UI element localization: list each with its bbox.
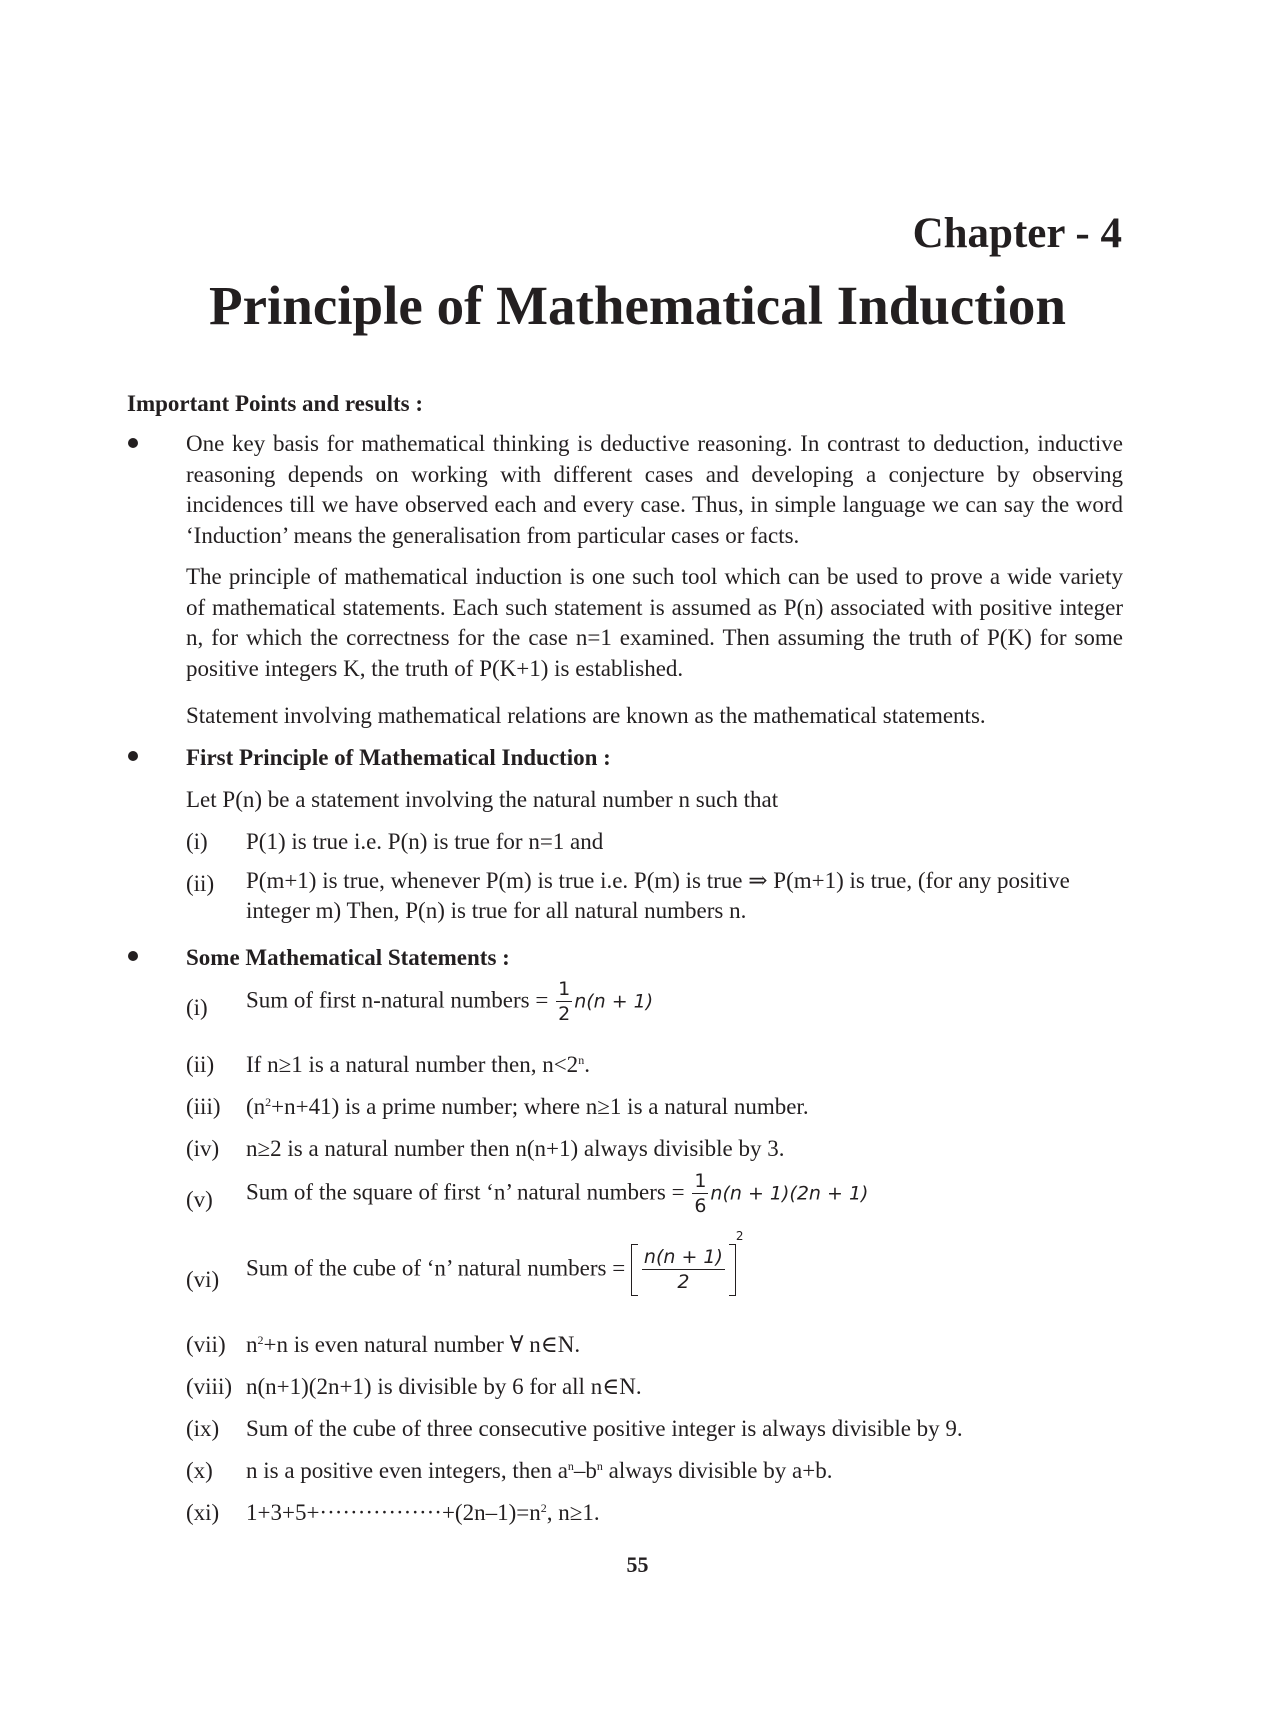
item-number: (x): [186, 1458, 213, 1483]
item-number: (v): [186, 1187, 213, 1212]
first-principle-heading: First Principle of Mathematical Induction :: [186, 745, 611, 770]
item-text: [246, 1229, 744, 1296]
statement-text: 1+3+5+················+(2n–1)=n: [246, 1500, 541, 1525]
item-number: (i): [186, 829, 208, 854]
statement-text: –b: [573, 1458, 597, 1483]
item-text: [246, 1095, 809, 1118]
item-number: (ii): [186, 871, 215, 896]
statement-text: +n is even natural number ∀ n∈N.: [263, 1332, 581, 1357]
item-text: P(m+1) is true, whenever P(m) is true i.e. P(m) is true ⇒ P(m+1) is true, (for any positive integer m) Then, P(n) is true for all natural numbers n.: [246, 868, 1070, 923]
statement-text: , n≥1.: [546, 1500, 600, 1525]
item-number: (viii): [186, 1374, 232, 1399]
fraction-denominator: 2: [677, 1271, 690, 1293]
item-text: n(n+1)(2n+1) is divisible by 6 for all n∈N.: [246, 1374, 642, 1399]
item-text: [246, 1333, 580, 1356]
superscript: 2: [735, 1229, 744, 1243]
bullet-icon: [128, 751, 138, 761]
fraction-denominator: 2: [558, 1003, 571, 1025]
item-text: [246, 1053, 590, 1076]
bracket-expression: [631, 1244, 736, 1296]
section-heading: Important Points and results :: [127, 391, 424, 416]
fraction: [692, 1172, 708, 1216]
intro-paragraph-3: Statement involving mathematical relations are known as the mathematical statements.: [186, 703, 986, 728]
first-principle-lead: Let P(n) be a statement involving the natural number n such that: [186, 787, 779, 812]
item-text: [246, 1172, 868, 1216]
bullet-icon: [128, 951, 138, 961]
item-number: (iii): [186, 1094, 221, 1119]
bullet-icon: [128, 438, 138, 448]
intro-paragraph-1: One key basis for mathematical thinking is deductive reasoning. In contrast to deduction, inductive reasoning depends on working with different cases and developing a conjecture by observing incidences till we have observed each and every case. Thus, in simple language we can say the word ‘Induction’ means the generalisation from particular cases or facts.: [186, 431, 1123, 548]
intro-paragraph-2: The principle of mathematical induction is one such tool which can be used to prove a wide variety of mathematical statements. Each such statement is assumed as P(n) associated with positive integer n, for which the correctness for the case n=1 examined. Then assuming the truth of P(K) for some positive integers K, the truth of P(K+1) is established.: [186, 564, 1123, 681]
math-expression: n(n + 1): [574, 990, 654, 1013]
statement-text: If n≥1 is a natural number then, n<2: [246, 1052, 579, 1077]
fraction-denominator: 6: [694, 1195, 707, 1217]
statement-text: Sum of the square of first ‘n’ natural numbers =: [246, 1179, 691, 1205]
math-expression: n(n + 1)(2n + 1): [710, 1182, 869, 1205]
superscript: 2: [265, 1095, 272, 1109]
statement-text: (n: [246, 1094, 266, 1119]
item-number: (vii): [186, 1332, 226, 1357]
superscript: 2: [257, 1333, 264, 1347]
item-text: [246, 1501, 600, 1524]
statement-text: Sum of the cube of ‘n’ natural numbers =: [246, 1255, 631, 1281]
superscript: n: [596, 1459, 603, 1473]
fraction: [642, 1248, 725, 1292]
item-text: n≥2 is a natural number then n(n+1) always divisible by 3.: [246, 1136, 785, 1161]
item-text: P(1) is true i.e. P(n) is true for n=1 and: [246, 829, 604, 854]
statement-text: n is a positive even integers, then a: [246, 1458, 568, 1483]
statements-heading: Some Mathematical Statements :: [186, 945, 510, 970]
item-text: [246, 980, 653, 1024]
item-number: (ii): [186, 1052, 215, 1077]
chapter-label: Chapter - 4: [912, 210, 1122, 257]
fraction: [556, 980, 572, 1024]
item-number: (iv): [186, 1136, 220, 1161]
statement-text: always divisible by a+b.: [602, 1458, 833, 1483]
superscript: n: [578, 1053, 585, 1067]
item-number: (i): [186, 995, 208, 1020]
superscript: 2: [540, 1501, 547, 1515]
item-text: Sum of the cube of three consecutive positive integer is always divisible by 9.: [246, 1416, 963, 1441]
item-number: (xi): [186, 1500, 220, 1525]
item-number: (vi): [186, 1267, 220, 1292]
statement-text: .: [584, 1052, 590, 1077]
statement-text: +n+41) is a prime number; where n≥1 is a natural number.: [271, 1094, 809, 1119]
fraction-numerator: 1: [558, 978, 571, 1000]
item-number: (ix): [186, 1416, 220, 1441]
chapter-title: Principle of Mathematical Induction: [208, 275, 1066, 336]
superscript: n: [567, 1459, 574, 1473]
page-number: 55: [626, 1552, 649, 1577]
fraction-numerator: 1: [694, 1170, 707, 1192]
statement-text: Sum of first n-natural numbers =: [246, 987, 555, 1013]
statement-text: n: [246, 1332, 258, 1357]
fraction-numerator: n(n + 1): [643, 1246, 723, 1268]
item-text: [246, 1459, 832, 1482]
